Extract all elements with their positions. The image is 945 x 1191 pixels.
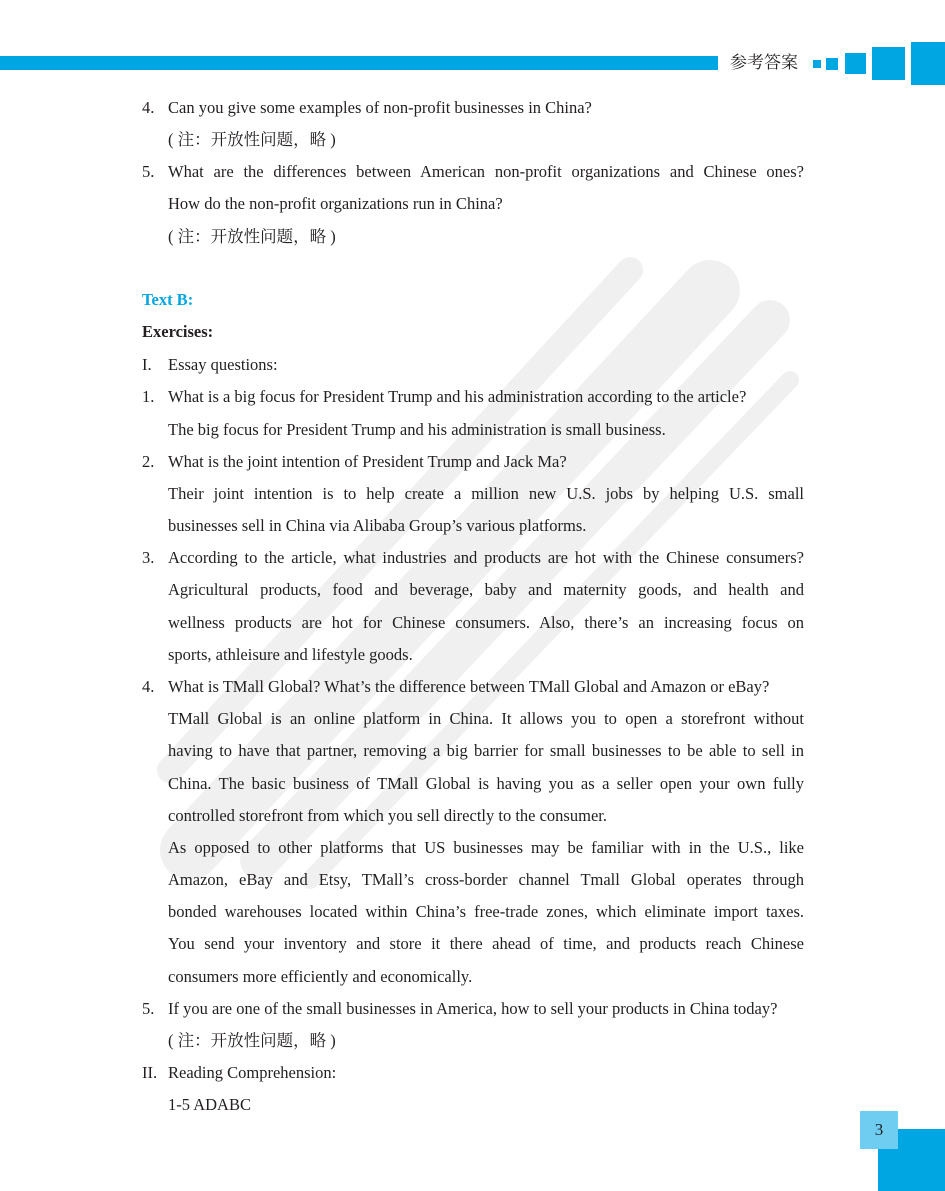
item-number: 5. [142, 999, 155, 1018]
item-number: 5. [142, 162, 155, 181]
text-line: How do the non-profit organizations run in China? [168, 194, 503, 213]
text-line: Their joint intention is to help create a million new U.S. jobs by helping U.S. small [168, 484, 804, 503]
text-line: ( 注：开放性问题，略 ) [168, 1031, 336, 1050]
text-line: Amazon, eBay and Etsy, TMall’s cross-border channel Tmall Global operates through [168, 870, 804, 889]
item-number: 3. [142, 548, 155, 567]
header-decor-square [872, 47, 905, 80]
text-line: consumers more efficiently and economically. [168, 967, 473, 986]
text-line: controlled storefront from which you sell directly to the consumer. [168, 806, 607, 825]
text-line: The big focus for President Trump and his administration is small business. [168, 420, 666, 439]
item-number: 4. [142, 98, 155, 117]
header-decor-square [911, 42, 945, 85]
item-number: 4. [142, 677, 155, 696]
text-line: ( 注：开放性问题，略 ) [168, 130, 336, 149]
text-line: sports, athleisure and lifestyle goods. [168, 645, 413, 664]
text-line: If you are one of the small businesses in America, how to sell your products in China today? [168, 999, 778, 1018]
text-line: 1-5 ADABC [168, 1095, 251, 1114]
text-line: What are the differences between American non-profit organizations and Chinese ones? [168, 162, 804, 181]
text-line: Exercises: [142, 322, 214, 341]
text-line: Agricultural products, food and beverage, baby and maternity goods, and health and [168, 580, 804, 599]
text-line: As opposed to other platforms that US businesses may be familiar with in the U.S., like [168, 838, 804, 857]
text-line: China. The basic business of TMall Global is having you as a seller open your own fully [168, 774, 804, 793]
text-line: According to the article, what industries and products are hot with the Chinese consumers? [168, 548, 804, 567]
text-line: ( 注：开放性问题，略 ) [168, 227, 336, 246]
text-line: having to have that partner, removing a big barrier for small businesses to be able to sell in [168, 741, 804, 760]
item-number: 1. [142, 387, 155, 406]
text-line: What is the joint intention of President Trump and Jack Ma? [168, 452, 567, 471]
text-line: bonded warehouses located within China’s free-trade zones, which eliminate import taxes. [168, 902, 804, 921]
text-line: What is a big focus for President Trump and his administration according to the article? [168, 387, 747, 406]
header-decor-square [826, 58, 838, 70]
page-number: 3 [860, 1111, 898, 1149]
text-line: TMall Global is an online platform in China. It allows you to open a storefront without [168, 709, 804, 728]
item-number: II. [142, 1063, 158, 1082]
item-number: 2. [142, 452, 155, 471]
header-decor-square [845, 53, 866, 74]
text-line: You send your inventory and store it there ahead of time, and products reach Chinese [168, 934, 804, 953]
item-number: I. [142, 355, 152, 374]
header-bar [0, 56, 718, 70]
running-header-title: 参考答案 [730, 53, 798, 73]
text-line: Can you give some examples of non-profit businesses in China? [168, 98, 592, 117]
section-heading: Text B: [142, 290, 194, 309]
text-line: What is TMall Global? What’s the difference between TMall Global and Amazon or eBay? [168, 677, 770, 696]
header-decor-square [813, 60, 821, 68]
text-line: businesses sell in China via Alibaba Group’s various platforms. [168, 516, 587, 535]
text-line: Essay questions: [168, 355, 278, 374]
text-line: wellness products are hot for Chinese consumers. Also, there’s an increasing focus on [168, 613, 804, 632]
text-line: Reading Comprehension: [168, 1063, 337, 1082]
